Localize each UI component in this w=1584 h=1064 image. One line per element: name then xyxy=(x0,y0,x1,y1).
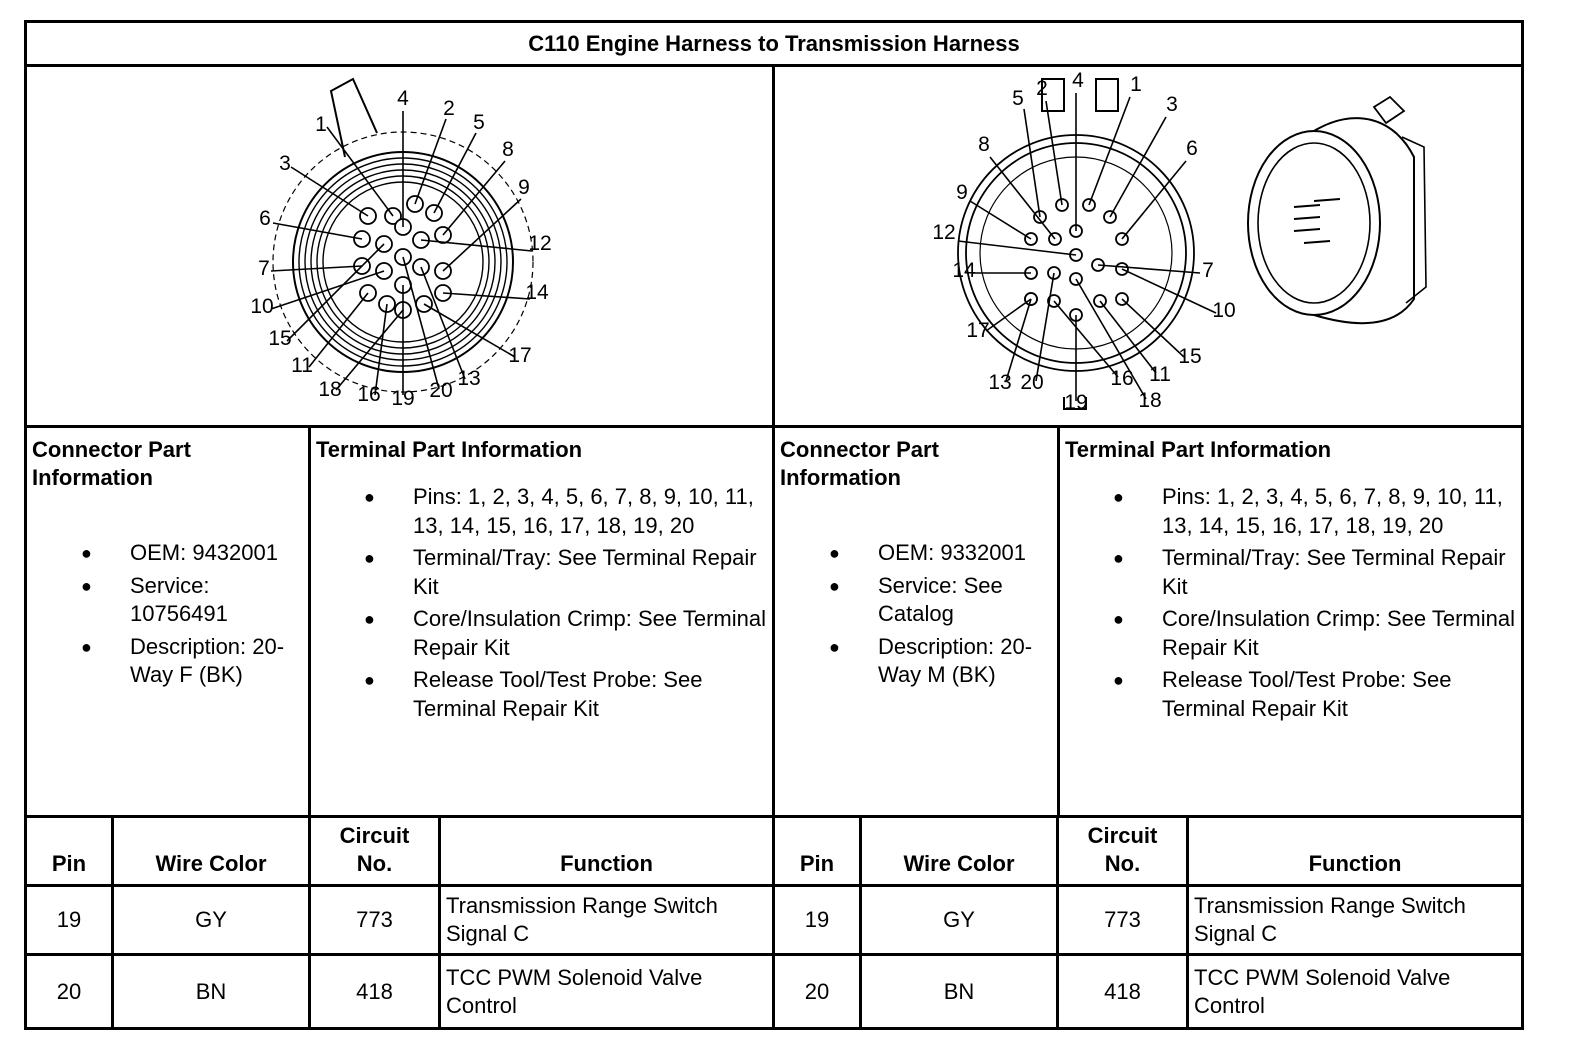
pin-number-label: 18 xyxy=(318,378,342,401)
pin-number-label: 20 xyxy=(1020,371,1044,394)
pin-number-label: 10 xyxy=(1212,299,1236,322)
table-cell-pin: 19 xyxy=(804,907,830,932)
pin-leader-line xyxy=(291,167,368,216)
connector-service-item: ● Service: See Catalog xyxy=(829,572,1003,626)
table-cell-wire-color: GY xyxy=(195,907,227,932)
female-connector-diagram xyxy=(27,67,774,428)
pin-number-label: 17 xyxy=(508,344,532,367)
terminal-release-tool-item: ● Release Tool/Test Probe: See Terminal Repair Kit xyxy=(364,667,703,721)
connector-oem-item: ● OEM: 9432001 xyxy=(81,540,278,565)
pin-number-label: 8 xyxy=(978,133,990,156)
pin-number-label: 7 xyxy=(1202,259,1214,282)
pin-number-label: 13 xyxy=(457,367,481,390)
terminal-pins-item: ● Pins: 1, 2, 3, 4, 5, 6, 7, 8, 9, 10, 11, 13, 14, 15, 16, 17, 18, 19, 20 xyxy=(1113,484,1503,538)
table-header-pin: Pin xyxy=(51,851,87,876)
pin-leader-line xyxy=(1122,161,1186,239)
connector-oem-item: ● OEM: 9332001 xyxy=(829,540,1026,565)
pin-number-label: 19 xyxy=(391,387,415,410)
terminal-release-tool-item: ● Release Tool/Test Probe: See Terminal Repair Kit xyxy=(1113,667,1452,721)
connector-3d-view xyxy=(1248,97,1426,323)
pin-leader-line xyxy=(990,157,1055,239)
connector-part-info-heading: Connector Part Information xyxy=(780,437,939,490)
pin-number-label: 18 xyxy=(1138,389,1162,412)
terminal-part-info-heading: Terminal Part Information xyxy=(316,437,583,462)
pin-number-label: 5 xyxy=(1012,87,1024,110)
pin-number-label: 4 xyxy=(1072,69,1084,92)
table-row-divider xyxy=(775,884,1521,887)
page-title: C110 Engine Harness to Transmission Harness xyxy=(27,23,1521,67)
table-header-function: Function xyxy=(1308,851,1402,876)
terminal-crimp-item: ● Core/Insulation Crimp: See Terminal Repair Kit xyxy=(1113,606,1515,660)
pin-leader-line xyxy=(403,257,439,389)
table-cell-function: TCC PWM Solenoid Valve Control xyxy=(1194,964,1451,1018)
connector-3d-front-rim xyxy=(1248,131,1380,315)
pin-leader-line xyxy=(421,267,465,379)
terminal-part-info-right xyxy=(1060,428,1521,815)
pin-number-label: 16 xyxy=(357,383,381,406)
table-column-divider xyxy=(1056,818,1059,1027)
pin-number-label: 6 xyxy=(259,207,271,230)
table-cell-wire-color: BN xyxy=(195,978,227,1004)
pin-number-label: 17 xyxy=(966,319,990,342)
pin-number-label: 16 xyxy=(1110,367,1134,390)
terminal-pins-item: ● Pins: 1, 2, 3, 4, 5, 6, 7, 8, 9, 10, 11, 13, 14, 15, 16, 17, 18, 19, 20 xyxy=(364,484,754,538)
pin-leader-line xyxy=(273,223,362,239)
pin-number-label: 14 xyxy=(525,281,549,304)
table-header-circuit-number: Circuit No. xyxy=(1087,823,1158,876)
table-header-circuit-number: Circuit No. xyxy=(339,823,410,876)
connector-part-info-right xyxy=(775,428,1057,815)
pin-number-label: 19 xyxy=(1064,391,1088,414)
pin-number-label: 11 xyxy=(291,354,313,377)
table-column-divider xyxy=(859,818,862,1027)
table-cell-function: Transmission Range Switch Signal C xyxy=(1194,893,1466,946)
pin-number-label: 9 xyxy=(956,181,968,204)
pin-number-label: 8 xyxy=(502,138,514,161)
terminal-tray-item: ● Terminal/Tray: See Terminal Repair Kit xyxy=(1113,545,1506,599)
pin-number-label: 2 xyxy=(1036,77,1048,100)
female-connector-face-drawing xyxy=(27,67,774,425)
table-cell-pin: 20 xyxy=(56,978,82,1004)
pin-leader-line xyxy=(443,293,530,299)
connector-description-item: ● Description: 20-Way M (BK) xyxy=(829,633,1033,687)
pin-number-label: 15 xyxy=(1178,345,1202,368)
connector-sheet xyxy=(24,20,1524,1030)
table-column-divider xyxy=(438,818,441,1027)
table-column-divider xyxy=(1186,818,1189,1027)
pin-number-label: 6 xyxy=(1186,137,1198,160)
table-header-function: Function xyxy=(560,851,653,876)
table-header-wire-color: Wire Color xyxy=(903,851,1015,876)
male-connector-face-drawing xyxy=(774,67,1521,425)
terminal-tray-item: ● Terminal/Tray: See Terminal Repair Kit xyxy=(364,545,757,599)
pin-number-label: 2 xyxy=(443,97,455,120)
male-connector-diagram xyxy=(774,67,1521,428)
pin-number-label: 14 xyxy=(952,259,976,282)
table-header-wire-color: Wire Color xyxy=(155,851,267,876)
pin-leader-line xyxy=(970,201,1031,239)
table-cell-pin: 19 xyxy=(56,907,82,932)
table-row-divider xyxy=(775,953,1521,956)
table-cell-circuit-number: 418 xyxy=(1104,978,1141,1004)
connector-service-item: ● Service: 10756491 xyxy=(81,572,228,626)
terminal-part-info-heading: Terminal Part Information xyxy=(1065,437,1332,462)
pin-number-label: 1 xyxy=(1130,73,1142,96)
table-cell-pin: 20 xyxy=(804,978,830,1004)
pin-number-label: 3 xyxy=(279,152,291,175)
table-column-divider xyxy=(111,818,114,1027)
pin-number-label: 12 xyxy=(932,221,956,244)
pin-number-label: 11 xyxy=(1149,363,1171,386)
pin-number-label: 5 xyxy=(473,111,485,134)
terminal-part-info-left xyxy=(311,428,772,815)
pin-number-label: 12 xyxy=(528,232,552,255)
table-cell-circuit-number: 773 xyxy=(1104,907,1141,932)
pin-leader-line xyxy=(986,299,1031,331)
pin-number-label: 20 xyxy=(429,379,453,402)
pin-leader-line xyxy=(1046,101,1062,205)
table-column-divider xyxy=(308,818,311,1027)
pin-leader-line xyxy=(336,310,403,390)
connector-part-info-left xyxy=(27,428,308,815)
terminal-crimp-item: ● Core/Insulation Crimp: See Terminal Repair Kit xyxy=(364,606,766,660)
pin-leader-line xyxy=(1089,97,1130,205)
pin-leader-line xyxy=(1036,273,1054,381)
pin-number-label: 7 xyxy=(258,257,270,280)
table-cell-function: TCC PWM Solenoid Valve Control xyxy=(446,964,703,1018)
table-row-divider xyxy=(27,953,772,956)
table-cell-wire-color: GY xyxy=(943,907,975,932)
table-row-divider xyxy=(27,884,772,887)
pin-number-label: 9 xyxy=(518,176,530,199)
pin-number-label: 4 xyxy=(397,87,409,110)
pin-number-label: 3 xyxy=(1166,93,1178,116)
table-cell-circuit-number: 773 xyxy=(356,907,393,932)
connector-3d-latch xyxy=(1374,97,1404,123)
connector-description-item: ● Description: 20-Way F (BK) xyxy=(81,633,285,687)
pin-number-label: 1 xyxy=(315,113,327,136)
table-cell-wire-color: BN xyxy=(943,978,975,1004)
pin-leader-line xyxy=(1024,109,1040,217)
table-header-pin: Pin xyxy=(799,851,835,876)
connector-key-slot xyxy=(1096,79,1118,111)
connector-latch-tab xyxy=(331,79,377,157)
pin-number-label: 15 xyxy=(268,327,292,350)
connector-part-info-heading: Connector Part Information xyxy=(32,437,191,490)
pin-number-label: 10 xyxy=(250,295,274,318)
pin-number-label: 13 xyxy=(988,371,1012,394)
pin-leader-line xyxy=(421,240,532,251)
table-cell-function: Transmission Range Switch Signal C xyxy=(446,893,718,946)
table-cell-circuit-number: 418 xyxy=(356,978,393,1004)
